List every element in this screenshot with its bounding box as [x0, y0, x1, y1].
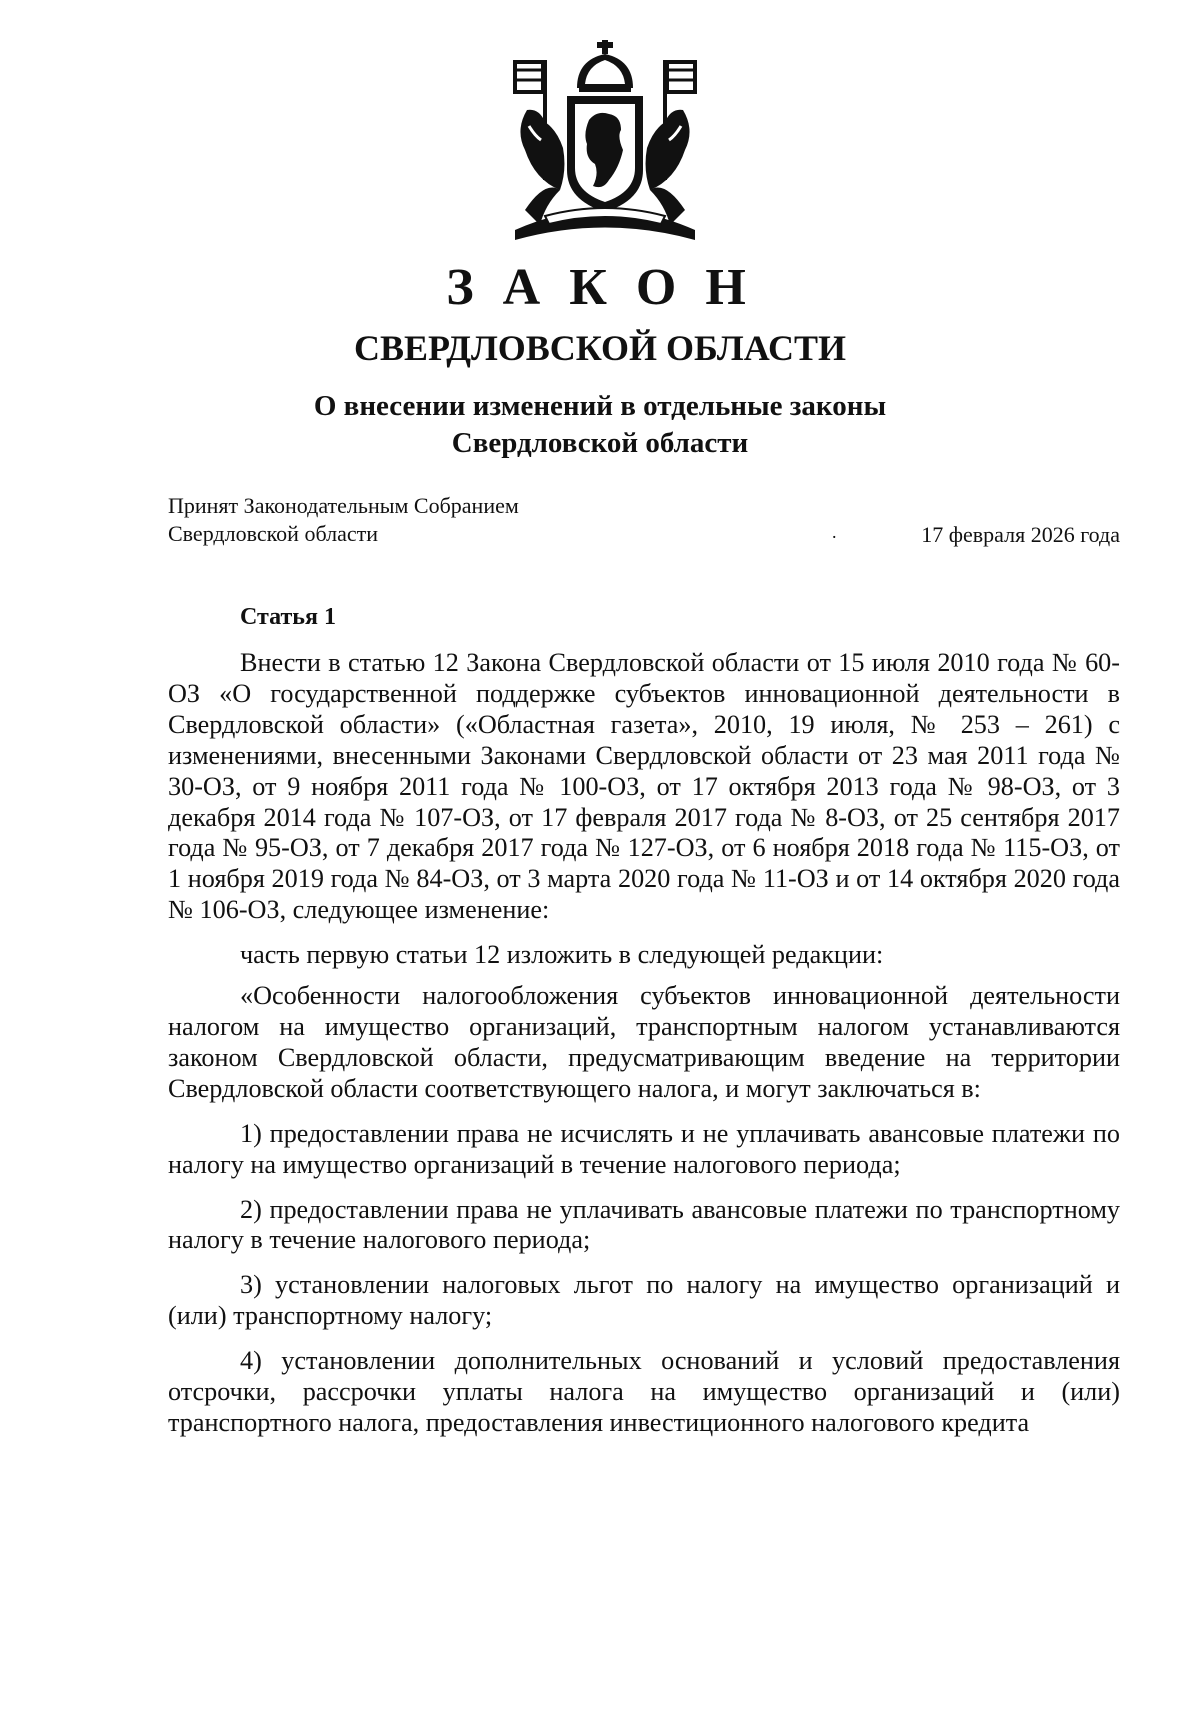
law-subject-line: Свердловской области	[451, 427, 749, 459]
article-paragraph: «Особенности налогообложения субъектов инновационной деятельности налогом на имущество организаций, транспортным налогом устанавливаются законом Свердловской области, предусматривающим введение на территории Свердловской области соответствующего налога, и могут заключаться в:	[168, 981, 1120, 1103]
sverdlovsk-coat-of-arms-icon	[505, 40, 705, 250]
adoption-date: 17 февраля 2026 года	[921, 522, 1120, 547]
article-body	[168, 648, 1120, 1453]
law-title: З А К О Н	[446, 259, 754, 316]
article-paragraph: 3) установлении налоговых льгот по налогу на имущество организаций и (или) транспортному налогу;	[168, 1270, 1120, 1331]
adopted-by	[168, 492, 519, 548]
adopted-by-line: Свердловской области	[168, 521, 378, 546]
stray-dot: .	[832, 522, 837, 542]
article-paragraph: 4) установлении дополнительных оснований и условий предоставления отсрочки, рассрочки уплаты налога на имущество организаций и (или) транспортного налога, предоставления инвестиционного налогового кредита	[168, 1346, 1120, 1437]
article-paragraph: 1) предоставлении права не исчислять и не уплачивать авансовые платежи по налогу на имущество организаций в течение налогового периода;	[168, 1118, 1120, 1179]
region-title: СВЕРДЛОВСКОЙ ОБЛАСТИ	[354, 328, 846, 368]
article-paragraph: часть первую статьи 12 изложить в следующей редакции:	[240, 940, 884, 970]
adopted-by-line: Принят Законодательным Собранием	[168, 493, 519, 518]
law-subject-line: О внесении изменений в отдельные законы	[313, 390, 887, 422]
article-paragraph: Внести в статью 12 Закона Свердловской области от 15 июля 2010 года № 60-ОЗ «О государственной поддержке субъектов инновационной деятельности в Свердловской области» («Областная газета», 2010, 19 июля, № 253 – 261) с изменениями, внесенными Законами Свердловской области от 23 мая 2011 года № 30-ОЗ, от 9 ноября 2011 года № 100-ОЗ, от 17 октября 2013 года № 98-ОЗ, от 3 декабря 2014 года № 107-ОЗ, от 17 февраля 2017 года № 8-ОЗ, от 25 сентября 2017 года № 95-ОЗ, от 7 декабря 2017 года № 127-ОЗ, от 6 ноября 2018 года № 115-ОЗ, от 1 ноября 2019 года № 84-ОЗ, от 3 марта 2020 года № 11-ОЗ и от 14 октября 2020 года № 106-ОЗ, следующее изменение:	[168, 648, 1120, 925]
article-heading: Статья 1	[240, 604, 336, 630]
law-subject	[0, 388, 1200, 462]
article-paragraph: 2) предоставлении права не уплачивать авансовые платежи по транспортному налогу в течение налогового периода;	[168, 1194, 1120, 1255]
